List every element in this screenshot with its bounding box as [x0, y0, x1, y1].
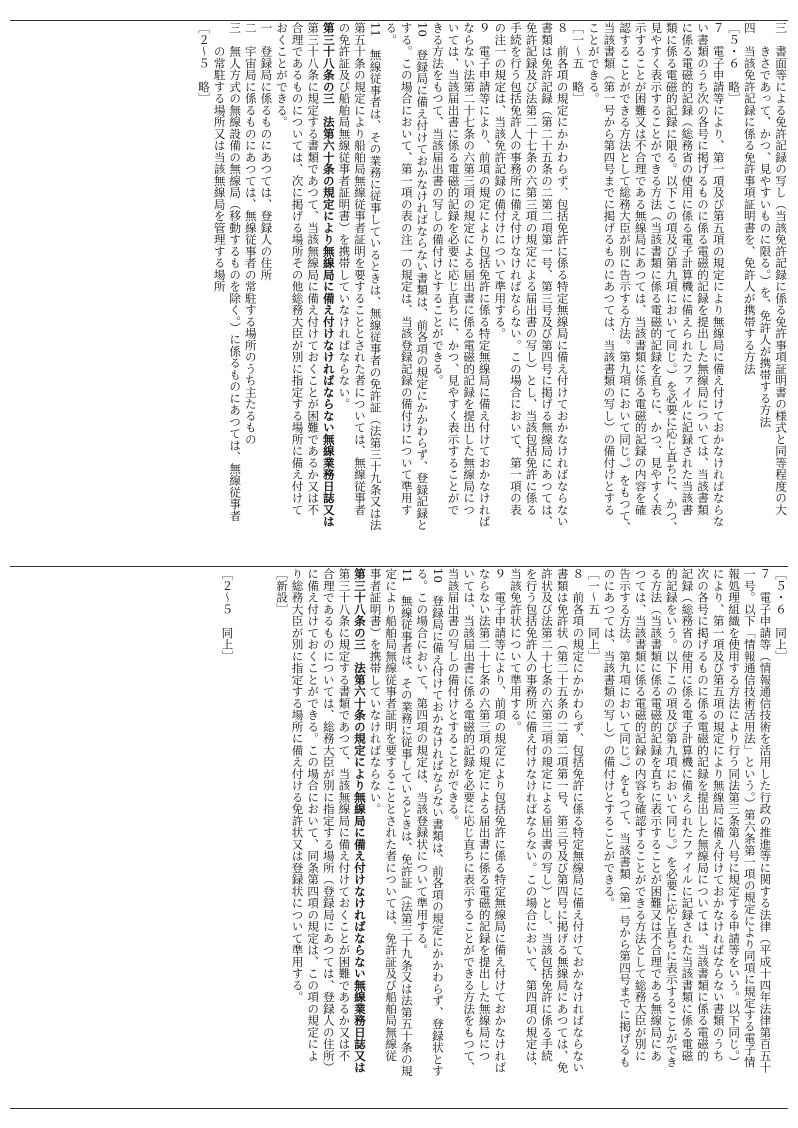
amended-text-section: [10, 22, 788, 564]
text-line: 11 無線従事者は、その業務に従事しているときは、免許証（法第三十九条又は法第五十条の規: [399, 568, 414, 1077]
text-line: 10 登録局に備え付けておかなければならない書類は、前各項の規定にかかわらず、登録状とす: [430, 568, 445, 1077]
new-provision-note: ［新設］: [275, 568, 289, 615]
article-heading-line: 第三十八条の三 法第六十条の規定により無線局に備え付けなければならない無線業務日誌又は: [352, 568, 367, 1074]
text-line: する。この場合において、第一項の表の注一の規定は、当該登録記録の備付けについて準用す: [399, 22, 414, 516]
text-line: の注一の規定は、当該免許記録の備付けについて準用する。: [493, 22, 508, 340]
text-line: 第三十八条に規定する書類であつて、当該無線局に備え付けておくことが困難であるか又は不: [337, 568, 352, 1062]
text-line: 合理であるものについては、次に掲げる場所その他総務大臣が別に指定する場所に備え付けて: [290, 22, 305, 516]
text-line: きさであって、かつ、見やすいものに限る。）を、免許人が携帯する方法: [758, 22, 773, 428]
text-line: 三 無人方式の無線設備の無線局（移動するものを除く。）に係るものにあつては、無線従事者: [228, 22, 243, 522]
blank-line: [234, 568, 247, 1077]
text-line: ７ 電子申請等（情報通信技術を活用した行政の推進等に関する法律（平成十四年法律第百五十: [758, 568, 773, 1074]
middle-rule: [10, 566, 788, 567]
text-line: 的記録をいう。以下この項及び第九項において同じ。）を必要に応じ直ちに表示することができ: [664, 568, 679, 1068]
text-line: ７ 電子申請等により、第一項及び第五項の規定により無線局に備え付けておかなければならな: [711, 22, 726, 528]
text-line: ことができる。: [586, 22, 601, 105]
omission-note: ［一～五 略］: [571, 22, 586, 105]
bottom-rule: [10, 1108, 788, 1109]
text-line: おくことができる。: [275, 22, 289, 128]
article-heading-line: 第三十八条の三 法第六十条の規定により無線局に備え付けなければならない無線業務日誌又は: [321, 22, 336, 528]
text-line: 類に係る電磁的記録に限る。以下この項及び第九項において同じ。）を必要に応じ直ちに、かつ、: [664, 22, 679, 534]
text-line: のにあつては、当該書類の写し）の備付けとすることができる。: [602, 568, 617, 909]
text-line: り総務大臣が別に指定する場所に備え付ける免許状又は登録状について準用する。: [290, 568, 305, 1003]
text-line: 記録（総務省の使用に係る電子計算機に備えられたファイルに記録された当該書類に係る電磁: [680, 568, 695, 1062]
text-line: 当該免許状について準用する。: [508, 568, 523, 733]
text-line: る方法（当該書類に係る電磁的記録を直ちに表示することが困難又は不合理である無線局にあ: [649, 568, 664, 1062]
text-line: 合理であるものについては、総務大臣が別に指定する場所（登録局にあつては、登録人の住所）: [321, 568, 336, 1074]
text-line: の常駐する場所又は当該無線局を管理する場所: [212, 22, 227, 293]
text-line: 許状及び法第二十七条の六第三項の規定による届出書の写し）とし、当該包括免許に係る手続: [540, 568, 555, 1062]
text-line: 一 登録局に係るものにあつては、登録人の住所: [259, 22, 274, 281]
text-line: 四 当該免許記録に係る免許事項証明書を、免許人が携帯する方法: [742, 22, 757, 375]
text-line: ならない法第二十七条の六第三項の規定による届出書に係る電磁的記録を提出した無線局につ: [462, 22, 477, 516]
text-line: に係る電磁的記録（総務省の使用に係る電子計算機に備えられたファイルに記録された当該書: [680, 22, 695, 516]
blank-line: [247, 568, 260, 1077]
text-line: に備え付けておくことができる。この場合において、同条第四項の規定は、この項の規定によ: [306, 568, 321, 1062]
text-line: 当該書類（第一号から第四号までに掲げるものにあつては、当該書類の写し）の備付けとする: [602, 22, 617, 516]
text-line: 告示する方法。第九項において同じ。）をもつて、当該書類（第一号から第四号までに掲げるも: [618, 568, 633, 1068]
text-line: ８ 前各項の規定にかかわらず、包括免許に係る特定無線局に備え付けておかなければならない: [571, 568, 586, 1074]
text-line: 見やすく表示することができる方法（当該書類に係る電磁的記録を直ちに、かつ、見やすく表: [649, 22, 664, 516]
text-line: ならない法第二十七条の六第三項の規定による届出書に係る電磁的記録を提出した無線局につ: [477, 568, 492, 1062]
text-line: により、第一項及び第五項の規定により無線局に備え付けておかなければならない書類のうち: [711, 568, 726, 1062]
blank-line: [260, 568, 273, 1077]
omission-note: ［２～５ 同上］: [220, 568, 235, 662]
amended-text-columns: [10, 22, 788, 564]
text-line: 手続を行う包括免許人の事務所に備え付けなければならない。この場合において、第一項の表: [508, 22, 523, 516]
text-line: を行う包括免許人の事務所に備え付けなければならない。この場合において、第四項の規定は、: [524, 568, 539, 1074]
text-line: 事者証明書）を携帯していなければならない。: [368, 568, 383, 815]
text-line: 第三十八条に規定する書類であつて、当該無線局に備え付けておくことが困難であるか又は不: [306, 22, 321, 516]
omission-note: ［５・６ 略］: [727, 22, 742, 105]
text-line: る。: [384, 22, 399, 46]
text-line: 報処理組織を使用する方法により行う同法第三条第八号に規定する申請等をいう。以下同じ。）: [727, 568, 742, 1068]
text-line: 定により船舶局無線従事者証明を要することとされた者については、免許証及び船舶局無線従: [384, 568, 399, 1062]
text-line: 書類は免許状（第二十五条の二第二項第一号、第三号及び第四号に掲げる無線局にあつては、免: [555, 568, 570, 1074]
text-line: ９ 電子申請等により、前項の規定により包括免許に係る特定無線局に備え付けておかなければ: [493, 568, 508, 1074]
text-line: 書類は免許記録（第二十五条の二第二項第一号、第三号及び第四号に掲げる無線局にあつては、: [540, 22, 555, 528]
text-line: つては、当該書類に係る電磁的記録の内容を確認することができる方法として総務大臣が別に: [633, 568, 648, 1062]
text-line: 二 宇宙局に係るものにあつては、無線従事者の常駐する場所のうち主たるもの: [243, 22, 258, 445]
text-line: きる方法をもつて、当該届出書の写しの備付けとすることができる。: [430, 22, 445, 387]
text-line: 次の各号に掲げるものに係る電磁的記録を提出した無線局については、当該書類に係る電磁的: [696, 568, 711, 1062]
omission-note: ［５・６ 同上］: [774, 568, 788, 662]
text-line: 一号。以下「情報通信技術活用法」という。）第六条第一項の規定により同項に規定する電子情: [742, 568, 757, 1068]
current-text-columns: [10, 568, 788, 1106]
text-line: 10 登録局に備え付けておかなければならない書類は、前各項の規定にかかわらず、登録記録と: [415, 22, 430, 531]
text-line: 示することが困難又は不合理である無線局にあつては、当該書類に係る電磁的記録の内容を確: [633, 22, 648, 516]
text-line: の免許証及び船舶局無線従事者証明書）を携帯していなければならない。: [337, 22, 352, 410]
text-line: いては、当該届出書に係る電磁的記録を必要に応じ直ちに表示することができる方法をもつて、: [462, 568, 477, 1074]
omission-note: ［２～５ 略］: [197, 22, 212, 105]
text-line: る。この場合において、第四項の規定は、当該登録状について準用する。: [415, 568, 430, 956]
text-line: 当該届出書の写しの備付けとすることができる。: [446, 568, 461, 827]
text-line: 認することができる方法として総務大臣が別に告示する方法。第九項において同じ。）をもつて、: [618, 22, 633, 534]
text-line: い書類のうち次の各号に掲げるものに係る電磁的記録を提出した無線局については、当該書類: [696, 22, 711, 516]
text-line: 免許記録及び法第二十七条の六第三項の規定による届出書の写し）とし、当該包括免許に係る: [524, 22, 539, 516]
text-line: ９ 電子申請等により、前項の規定により包括免許に係る特定無線局に備え付けておかなければ: [477, 22, 492, 528]
omission-note: ［一～五 同上］: [586, 568, 601, 662]
text-line: 三 書面等による免許記録の写し（当該免許記録に係る免許事項証明書の様式と同等程度の大: [774, 22, 788, 516]
text-line: 11 無線従事者は、その業務に従事しているときは、無線従事者の免許証（法第三十九条又は法: [368, 22, 383, 531]
text-line: いては、当該届出書に係る電磁的記録を必要に応じ直ちに、かつ、見やすく表示することがで: [446, 22, 461, 516]
text-line: 第五十条の規定により船舶局無線従事者証明を要することとされた者については、無線従事者: [352, 22, 367, 516]
text-line: ８ 前各項の規定にかかわらず、包括免許に係る特定無線局に備え付けておかなければならない: [555, 22, 570, 528]
top-rule: [10, 20, 788, 21]
current-text-section: [10, 568, 788, 1106]
